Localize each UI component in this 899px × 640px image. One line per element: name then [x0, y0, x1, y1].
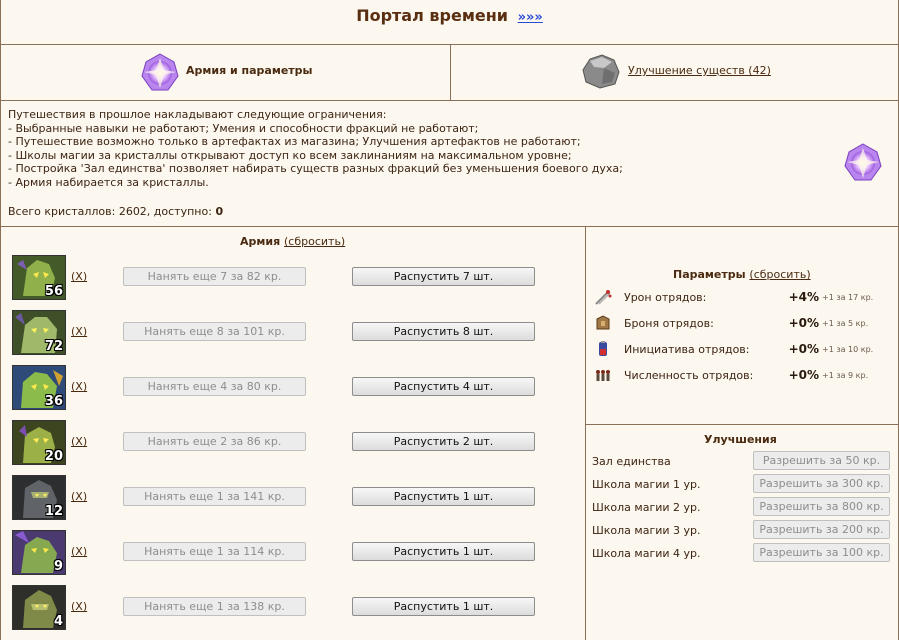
- army-title-text: Армия: [240, 235, 281, 248]
- unit-portrait[interactable]: [12, 420, 66, 465]
- param-name: Броня отрядов:: [624, 317, 714, 330]
- param-value: +0%: [788, 342, 819, 356]
- upgrade-row: [592, 474, 892, 494]
- param-value: +4%: [788, 290, 819, 304]
- unit-count: 9: [53, 559, 63, 574]
- param-name: Инициатива отрядов:: [624, 343, 750, 356]
- unit-count: 4: [53, 614, 63, 629]
- param-row-initiative: [594, 340, 884, 360]
- troops-icon: [594, 366, 612, 384]
- param-value: +0%: [788, 368, 819, 382]
- unit-portrait[interactable]: [12, 585, 66, 630]
- unit-row: [12, 475, 552, 521]
- restriction-line: - Армия набирается за кристаллы.: [8, 175, 209, 189]
- params-title-text: Параметры: [673, 268, 746, 281]
- divider: [585, 226, 586, 640]
- hire-button[interactable]: Нанять еще 1 за 138 кр.: [123, 597, 306, 616]
- unit-count: 12: [44, 504, 63, 519]
- restriction-line: - Путешествие возможно только в артефактах из магазина; Улучшения артефактов не работают;: [8, 135, 581, 148]
- unlock-button[interactable]: Разрешить за 100 кр.: [753, 543, 890, 562]
- unit-row: [12, 365, 552, 411]
- crystal-total-label: Всего кристаллов: 2602, доступно:: [8, 205, 212, 218]
- unlock-button[interactable]: Разрешить за 200 кр.: [753, 520, 890, 539]
- page-title-text: Портал времени: [356, 6, 509, 25]
- upgrade-name: Школа магии 4 ур.: [592, 547, 701, 560]
- unit-portrait[interactable]: [12, 365, 66, 410]
- dismiss-button[interactable]: Распустить 7 шт.: [352, 267, 535, 286]
- upgrade-row: [592, 451, 892, 471]
- unit-count: 20: [44, 449, 63, 464]
- upgrades-title: Улучшения: [704, 433, 777, 446]
- param-name: Урон отрядов:: [624, 291, 707, 304]
- dismiss-button[interactable]: Распустить 8 шт.: [352, 322, 535, 341]
- unit-portrait[interactable]: [12, 255, 66, 300]
- tab-upgrades[interactable]: Улучшение существ (42): [628, 64, 771, 77]
- restrictions-text: [8, 108, 838, 189]
- crystal-available: 0: [215, 205, 224, 218]
- unit-count: 72: [44, 339, 63, 354]
- crystal-icon: [140, 52, 180, 92]
- upgrade-name: Школа магии 2 ур.: [592, 501, 701, 514]
- unit-count: 36: [44, 394, 63, 409]
- hire-button[interactable]: Нанять еще 7 за 82 кр.: [123, 267, 306, 286]
- upgrade-row: [592, 520, 892, 540]
- restriction-line: - Школы магии за кристаллы открывают доступ ко всем заклинаниям на максимальном уровне;: [8, 148, 572, 162]
- dismiss-button[interactable]: Распустить 2 шт.: [352, 432, 535, 451]
- unit-row: [12, 255, 552, 301]
- param-row-troops: [594, 366, 884, 386]
- hire-button[interactable]: Нанять еще 8 за 101 кр.: [123, 322, 306, 341]
- army-reset-link[interactable]: (сбросить): [284, 235, 346, 248]
- upgrade-name: Школа магии 1 ур.: [592, 478, 701, 491]
- initiative-icon: [594, 340, 612, 358]
- param-cost-hint[interactable]: +1 за 5 кр.: [822, 319, 869, 328]
- unit-portrait[interactable]: [12, 310, 66, 355]
- remove-unit-link[interactable]: (X): [71, 490, 88, 503]
- crystal-icon: [843, 142, 883, 182]
- hire-button[interactable]: Нанять еще 1 за 141 кр.: [123, 487, 306, 506]
- unlock-button[interactable]: Разрешить за 800 кр.: [753, 497, 890, 516]
- param-cost-hint[interactable]: +1 за 17 кр.: [822, 293, 874, 302]
- unit-count: 56: [44, 284, 63, 299]
- divider: [450, 44, 451, 100]
- divider: [0, 100, 899, 101]
- rock-icon: [580, 52, 622, 90]
- param-row-armor: [594, 314, 884, 334]
- divider: [0, 226, 899, 227]
- restriction-line: - Выбранные навыки не работают; Умения и способности фракций не работают;: [8, 121, 479, 135]
- remove-unit-link[interactable]: (X): [71, 435, 88, 448]
- title-link[interactable]: »»»: [517, 10, 543, 25]
- remove-unit-link[interactable]: (X): [71, 325, 88, 338]
- unit-portrait[interactable]: [12, 530, 66, 575]
- unlock-button[interactable]: Разрешить за 50 кр.: [753, 451, 890, 470]
- param-cost-hint[interactable]: +1 за 10 кр.: [822, 345, 874, 354]
- param-value: +0%: [788, 316, 819, 330]
- param-row-damage: [594, 288, 884, 308]
- dismiss-button[interactable]: Распустить 1 шт.: [352, 597, 535, 616]
- params-reset-link[interactable]: (сбросить): [749, 268, 811, 281]
- remove-unit-link[interactable]: (X): [71, 545, 88, 558]
- unit-row: [12, 530, 552, 576]
- params-title: [673, 268, 811, 281]
- param-name: Численность отрядов:: [624, 369, 754, 382]
- tab-army[interactable]: Армия и параметры: [186, 64, 313, 77]
- armor-icon: [594, 314, 612, 332]
- upgrade-name: Зал единства: [592, 455, 671, 468]
- hire-button[interactable]: Нанять еще 2 за 86 кр.: [123, 432, 306, 451]
- dismiss-button[interactable]: Распустить 1 шт.: [352, 542, 535, 561]
- unit-row: [12, 420, 552, 466]
- remove-unit-link[interactable]: (X): [71, 600, 88, 613]
- unlock-button[interactable]: Разрешить за 300 кр.: [753, 474, 890, 493]
- dismiss-button[interactable]: Распустить 1 шт.: [352, 487, 535, 506]
- param-cost-hint[interactable]: +1 за 9 кр.: [822, 371, 869, 380]
- remove-unit-link[interactable]: (X): [71, 380, 88, 393]
- unit-row: [12, 310, 552, 356]
- upgrade-row: [592, 543, 892, 563]
- crystal-total: [8, 205, 223, 218]
- army-title: [240, 235, 345, 248]
- unit-portrait[interactable]: [12, 475, 66, 520]
- restriction-line: - Постройка 'Зал единства' позволяет набирать существ разных фракций без уменьшения боевого духа;: [8, 162, 623, 175]
- hire-button[interactable]: Нанять еще 4 за 80 кр.: [123, 377, 306, 396]
- remove-unit-link[interactable]: (X): [71, 270, 88, 283]
- page-title: [0, 6, 899, 25]
- restriction-line: Путешествия в прошлое накладывают следующие ограничения:: [8, 108, 387, 121]
- dismiss-button[interactable]: Распустить 4 шт.: [352, 377, 535, 396]
- upgrade-name: Школа магии 3 ур.: [592, 524, 701, 537]
- hire-button[interactable]: Нанять еще 1 за 114 кр.: [123, 542, 306, 561]
- upgrade-row: [592, 497, 892, 517]
- unit-row: [12, 585, 552, 631]
- divider: [585, 424, 899, 425]
- damage-icon: [594, 288, 612, 306]
